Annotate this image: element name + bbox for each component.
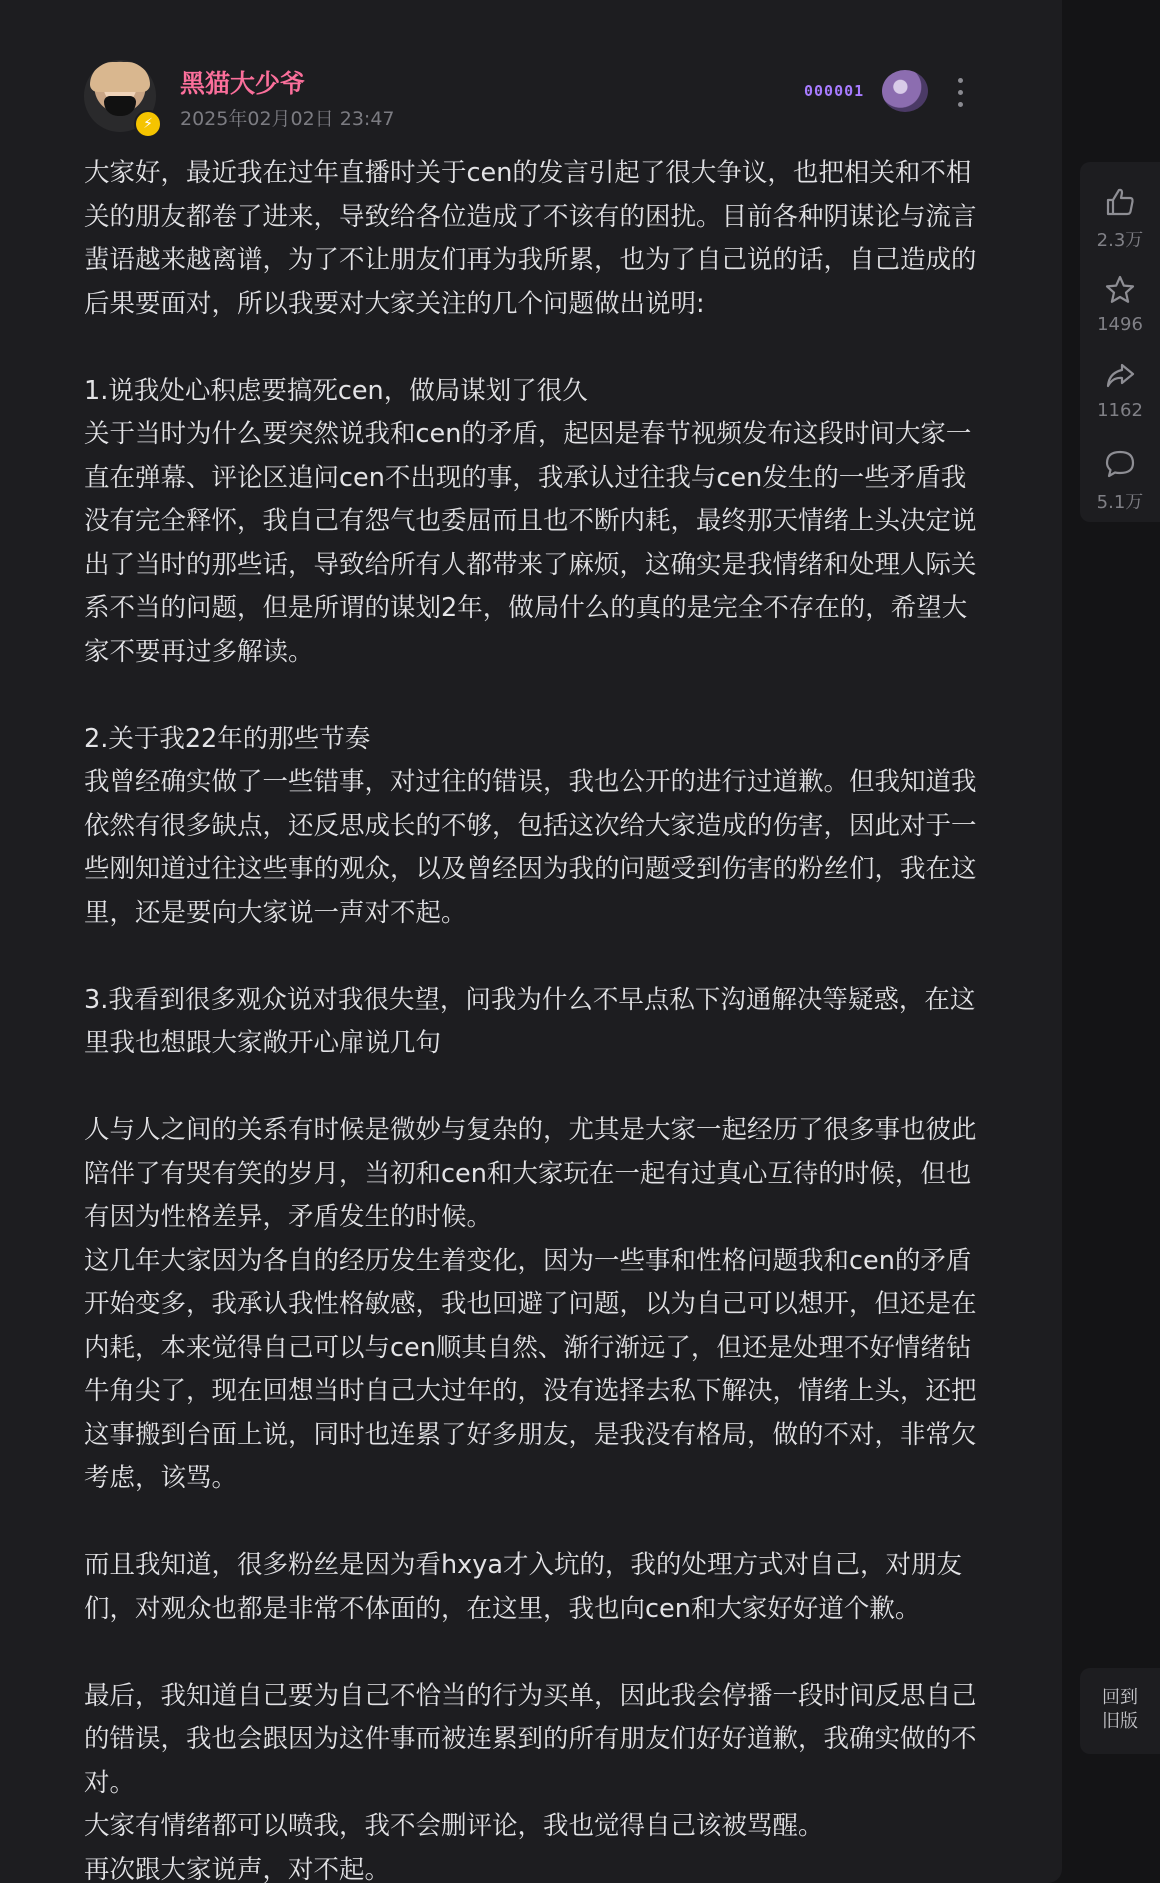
star-icon — [1104, 274, 1136, 306]
favorite-button[interactable] — [1080, 260, 1160, 340]
comment-count: 5.1万 — [1096, 492, 1144, 513]
paragraph-gap — [84, 674, 984, 718]
post-paragraph: 1.说我处心积虑要搞死cen，做局谋划了很久 — [84, 375, 588, 406]
post-content — [84, 152, 984, 1883]
back-old-label-line2: 旧版 — [1102, 1711, 1138, 1732]
paragraph-gap — [84, 1631, 984, 1675]
post-paragraph: 大家好，最近我在过年直播时关于cen的发言引起了很大争议，也把相关和不相关的朋友都卷了进来，导致给各位造成了不该有的困扰。目前各种阴谋论与流言蜚语越来越离谱，为了不让朋友们再为我所累，也为了自己说的话，自己造成的后果要面对，所以我要对大家关注的几个问题做出说明: — [84, 158, 977, 319]
post-paragraph: 再次跟大家说声，对不起。 — [84, 1854, 391, 1883]
post-paragraph: 关于当时为什么要突然说我和cen的矛盾，起因是春节视频发布这段时间大家一直在弹幕、评论区追问cen不出现的事，我承认过往我与cen发生的一些矛盾我没有完全释怀，我自己有怨气也委屈而且也不断内耗，最终那天情绪上头决定说出了当时的那些话，导致给所有人都带来了麻烦，这确实是我情绪和处理人际关系不当的问题，但是所谓的谋划2年，做局什么的真的是完全不存在的，希望大家不要再过多解读。 — [84, 419, 977, 667]
post-header — [84, 60, 984, 132]
like-button[interactable] — [1080, 172, 1160, 252]
back-old-label-line1: 回到 — [1102, 1687, 1138, 1708]
post-paragraph: 大家有情绪都可以喷我，我不会删评论，我也觉得自己该被骂醒。 — [84, 1811, 824, 1841]
paragraph-gap — [84, 1501, 984, 1545]
back-to-old-version-button[interactable] — [1080, 1668, 1160, 1754]
avatar-mask — [104, 96, 136, 116]
post-time: 2025年02月02日 23:47 — [180, 108, 395, 130]
post-paragraph: 3.我看到很多观众说对我很失望，问我为什么不早点私下沟通解决等疑惑，在这里我也想跟大家敞开心扉说几句 — [84, 984, 976, 1058]
post-paragraph: 人与人之间的关系有时候是微妙与复杂的，尤其是大家一起经历了很多事也彼此陪伴了有哭有笑的岁月，当初和cen和大家玩在一起有过真心互待的时候，但也有因为性格差异，矛盾发生的时候。 — [84, 1115, 977, 1232]
like-count: 2.3万 — [1096, 230, 1144, 251]
post-paragraph: 最后，我知道自己要为自己不恰当的行为买单，因此我会停播一段时间反思自己的错误，我也会跟因为这件事而被连累到的所有朋友们好好道歉，我确实做的不对。 — [84, 1680, 977, 1798]
avatar-hair — [90, 62, 150, 92]
more-options-icon[interactable] — [950, 74, 970, 110]
share-icon — [1104, 360, 1136, 392]
favorite-count: 1496 — [1097, 314, 1143, 335]
share-button[interactable] — [1080, 346, 1160, 426]
paragraph-gap — [84, 935, 984, 979]
post-paragraph: 这几年大家因为各自的经历发生着变化，因为一些事和性格问题我和cen的矛盾开始变多，我承认我性格敏感，我也回避了问题，以为自己可以想开，但还是在内耗，本来觉得自己可以与cen顺其自然、渐行渐远了，但还是处理不好情绪钻牛角尖了，现在回想当时自己大过年的，没有选择去私下解决，情绪上头，还把这事搬到台面上说，同时也连累了好多朋友，是我没有格局，做的不对，非常欠考虑，该骂。 — [84, 1245, 977, 1493]
fan-badge-number: 000001 — [804, 82, 865, 100]
post-paragraph: 我曾经确实做了一些错事，对过往的错误，我也公开的进行过道歉。但我知道我依然有很多缺点，还反思成长的不够，包括这次给大家造成的伤害，因此对于一些刚知道过往这些事的观众，以及曾经因为我的问题受到伤害的粉丝们，我在这里，还是要向大家说一声对不起。 — [84, 767, 977, 928]
post-paragraph: 而且我知道，很多粉丝是因为看hxya才入坑的，我的处理方式对自己，对朋友们，对观众也都是非常不体面的，在这里，我也向cen和大家好好道个歉。 — [84, 1550, 962, 1624]
share-count: 1162 — [1097, 400, 1143, 421]
paragraph-gap — [84, 326, 984, 370]
lightning-icon: ⚡ — [134, 110, 162, 138]
comment-icon — [1104, 448, 1136, 480]
fan-badge[interactable] — [802, 70, 932, 112]
paragraph-gap — [84, 1066, 984, 1110]
post-paragraph: 2.关于我22年的那些节奏 — [84, 723, 371, 754]
comment-button[interactable] — [1080, 434, 1160, 514]
thumbs-up-icon — [1104, 186, 1136, 218]
fan-badge-image — [882, 70, 928, 112]
action-sidebar — [1080, 162, 1160, 522]
author-name[interactable]: 黑猫大少爷 — [180, 69, 306, 98]
